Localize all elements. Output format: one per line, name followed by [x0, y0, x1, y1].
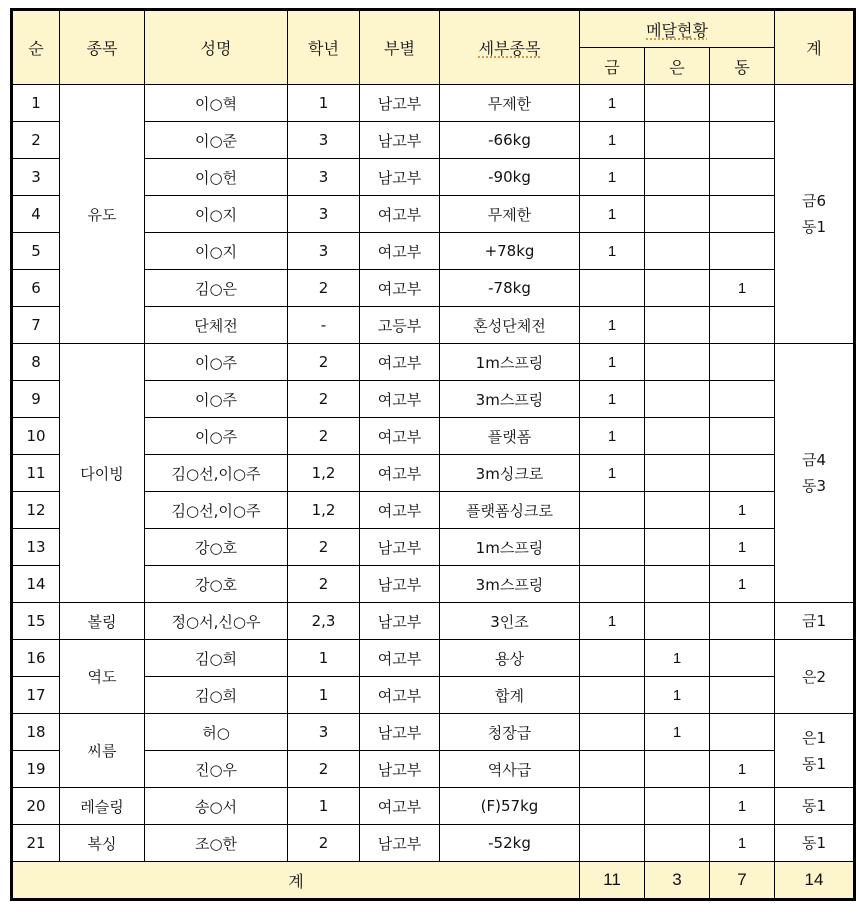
cell-event: 합계	[440, 677, 580, 714]
header-division: 부별	[360, 10, 440, 85]
cell-silver	[645, 344, 710, 381]
cell-sport-summary: 은2	[775, 640, 855, 714]
cell-event: 역사급	[440, 751, 580, 788]
cell-bronze	[710, 307, 775, 344]
cell-sport-summary: 동1	[775, 788, 855, 825]
cell-gold: 1	[580, 307, 645, 344]
cell-event: 플랫폼	[440, 418, 580, 455]
cell-silver	[645, 159, 710, 196]
cell-event: 청장급	[440, 714, 580, 751]
cell-event: 3m싱크로	[440, 455, 580, 492]
cell-grade: 2	[288, 566, 360, 603]
cell-silver	[645, 307, 710, 344]
cell-gold	[580, 825, 645, 862]
cell-gold: 1	[580, 85, 645, 122]
table-row	[12, 603, 855, 640]
cell-gold	[580, 677, 645, 714]
cell-sport: 유도	[60, 85, 145, 344]
cell-division: 여고부	[360, 492, 440, 529]
cell-seq: 12	[12, 492, 60, 529]
cell-sport: 역도	[60, 640, 145, 714]
cell-division: 여고부	[360, 455, 440, 492]
cell-seq: 8	[12, 344, 60, 381]
table-row	[12, 825, 855, 862]
cell-seq: 21	[12, 825, 60, 862]
total-row	[12, 862, 855, 900]
cell-silver	[645, 85, 710, 122]
cell-name: 이○지	[145, 233, 288, 270]
cell-sport: 씨름	[60, 714, 145, 788]
cell-silver: 1	[645, 640, 710, 677]
cell-gold	[580, 640, 645, 677]
cell-bronze	[710, 122, 775, 159]
cell-division: 여고부	[360, 270, 440, 307]
cell-bronze	[710, 714, 775, 751]
cell-event: 혼성단체전	[440, 307, 580, 344]
cell-event: 3m스프링	[440, 381, 580, 418]
cell-seq: 13	[12, 529, 60, 566]
cell-event: (F)57kg	[440, 788, 580, 825]
cell-division: 남고부	[360, 529, 440, 566]
cell-division: 남고부	[360, 122, 440, 159]
cell-seq: 7	[12, 307, 60, 344]
cell-sport: 레슬링	[60, 788, 145, 825]
cell-division: 여고부	[360, 381, 440, 418]
table-row	[12, 85, 855, 122]
cell-name: 김○희	[145, 640, 288, 677]
cell-seq: 9	[12, 381, 60, 418]
cell-name: 정○서,신○우	[145, 603, 288, 640]
cell-seq: 6	[12, 270, 60, 307]
total-all: 14	[775, 862, 855, 900]
header-bronze: 동	[710, 48, 775, 85]
cell-grade: 3	[288, 159, 360, 196]
cell-division: 여고부	[360, 788, 440, 825]
cell-name: 송○서	[145, 788, 288, 825]
header-row	[12, 10, 855, 48]
total-gold: 11	[580, 862, 645, 900]
total-bronze: 7	[710, 862, 775, 900]
cell-sport-summary: 은1 동1	[775, 714, 855, 788]
cell-grade: 2,3	[288, 603, 360, 640]
cell-name: 김○선,이○주	[145, 455, 288, 492]
cell-name: 김○선,이○주	[145, 492, 288, 529]
cell-silver	[645, 122, 710, 159]
cell-gold	[580, 751, 645, 788]
cell-silver	[645, 455, 710, 492]
cell-grade: 3	[288, 233, 360, 270]
cell-gold: 1	[580, 455, 645, 492]
cell-grade: 1	[288, 677, 360, 714]
header-total: 계	[775, 10, 855, 85]
cell-bronze	[710, 233, 775, 270]
cell-grade: 2	[288, 751, 360, 788]
cell-gold: 1	[580, 381, 645, 418]
cell-silver	[645, 492, 710, 529]
cell-name: 이○주	[145, 381, 288, 418]
cell-bronze	[710, 159, 775, 196]
cell-gold: 1	[580, 159, 645, 196]
cell-bronze: 1	[710, 270, 775, 307]
cell-gold	[580, 529, 645, 566]
cell-silver	[645, 233, 710, 270]
cell-bronze	[710, 455, 775, 492]
cell-bronze: 1	[710, 788, 775, 825]
cell-gold: 1	[580, 603, 645, 640]
cell-grade: 2	[288, 344, 360, 381]
cell-grade: -	[288, 307, 360, 344]
cell-silver: 1	[645, 714, 710, 751]
cell-sport-summary: 금1	[775, 603, 855, 640]
cell-gold	[580, 566, 645, 603]
cell-silver	[645, 418, 710, 455]
cell-event: 1m스프링	[440, 529, 580, 566]
cell-grade: 1	[288, 640, 360, 677]
cell-grade: 2	[288, 381, 360, 418]
cell-gold: 1	[580, 196, 645, 233]
cell-sport-summary: 동1	[775, 825, 855, 862]
cell-seq: 15	[12, 603, 60, 640]
cell-bronze	[710, 640, 775, 677]
cell-grade: 3	[288, 122, 360, 159]
cell-division: 남고부	[360, 85, 440, 122]
cell-event: -78kg	[440, 270, 580, 307]
header-name: 성명	[145, 10, 288, 85]
cell-sport-summary: 금6 동1	[775, 85, 855, 344]
cell-event: 무제한	[440, 196, 580, 233]
cell-division: 여고부	[360, 344, 440, 381]
cell-name: 이○헌	[145, 159, 288, 196]
cell-silver	[645, 751, 710, 788]
cell-seq: 4	[12, 196, 60, 233]
cell-seq: 1	[12, 85, 60, 122]
cell-seq: 11	[12, 455, 60, 492]
cell-gold	[580, 714, 645, 751]
cell-division: 여고부	[360, 196, 440, 233]
cell-bronze	[710, 85, 775, 122]
cell-silver	[645, 196, 710, 233]
cell-division: 남고부	[360, 751, 440, 788]
cell-name: 이○혁	[145, 85, 288, 122]
cell-sport: 복싱	[60, 825, 145, 862]
cell-bronze	[710, 418, 775, 455]
cell-grade: 2	[288, 418, 360, 455]
cell-division: 여고부	[360, 677, 440, 714]
cell-bronze: 1	[710, 529, 775, 566]
cell-bronze	[710, 677, 775, 714]
table-row	[12, 788, 855, 825]
cell-grade: 3	[288, 714, 360, 751]
cell-seq: 16	[12, 640, 60, 677]
cell-event: 무제한	[440, 85, 580, 122]
cell-event: 플랫폼싱크로	[440, 492, 580, 529]
cell-name: 진○우	[145, 751, 288, 788]
cell-seq: 14	[12, 566, 60, 603]
cell-bronze: 1	[710, 825, 775, 862]
cell-bronze: 1	[710, 566, 775, 603]
cell-division: 여고부	[360, 418, 440, 455]
cell-seq: 18	[12, 714, 60, 751]
cell-grade: 1,2	[288, 492, 360, 529]
total-label: 계	[12, 862, 580, 900]
cell-name: 허○	[145, 714, 288, 751]
cell-gold: 1	[580, 122, 645, 159]
cell-gold	[580, 788, 645, 825]
cell-event: 용상	[440, 640, 580, 677]
cell-name: 이○지	[145, 196, 288, 233]
cell-event: -66kg	[440, 122, 580, 159]
cell-seq: 17	[12, 677, 60, 714]
cell-division: 고등부	[360, 307, 440, 344]
cell-name: 강○호	[145, 566, 288, 603]
cell-event: -90kg	[440, 159, 580, 196]
table-row	[12, 640, 855, 677]
cell-gold	[580, 270, 645, 307]
cell-seq: 3	[12, 159, 60, 196]
cell-silver	[645, 529, 710, 566]
cell-silver	[645, 788, 710, 825]
cell-division: 남고부	[360, 825, 440, 862]
header-sport: 종목	[60, 10, 145, 85]
cell-event: -52kg	[440, 825, 580, 862]
cell-division: 여고부	[360, 233, 440, 270]
cell-seq: 19	[12, 751, 60, 788]
cell-grade: 2	[288, 270, 360, 307]
cell-division: 남고부	[360, 566, 440, 603]
header-gold: 금	[580, 48, 645, 85]
cell-sport: 볼링	[60, 603, 145, 640]
cell-grade: 1	[288, 85, 360, 122]
cell-event: 3인조	[440, 603, 580, 640]
cell-grade: 1	[288, 788, 360, 825]
cell-gold	[580, 492, 645, 529]
cell-division: 남고부	[360, 603, 440, 640]
cell-division: 남고부	[360, 159, 440, 196]
cell-name: 김○은	[145, 270, 288, 307]
cell-event: +78kg	[440, 233, 580, 270]
cell-bronze	[710, 381, 775, 418]
header-silver: 은	[645, 48, 710, 85]
header-medals: 메달현황	[580, 10, 775, 48]
cell-seq: 10	[12, 418, 60, 455]
cell-event: 3m스프링	[440, 566, 580, 603]
cell-gold: 1	[580, 233, 645, 270]
cell-name: 단체전	[145, 307, 288, 344]
header-grade: 학년	[288, 10, 360, 85]
cell-bronze	[710, 603, 775, 640]
cell-seq: 2	[12, 122, 60, 159]
table-row	[12, 344, 855, 381]
cell-silver	[645, 270, 710, 307]
cell-silver	[645, 825, 710, 862]
header-event: 세부종목	[440, 10, 580, 85]
cell-division: 남고부	[360, 714, 440, 751]
cell-silver: 1	[645, 677, 710, 714]
total-silver: 3	[645, 862, 710, 900]
cell-silver	[645, 603, 710, 640]
cell-silver	[645, 566, 710, 603]
cell-grade: 2	[288, 529, 360, 566]
cell-event: 1m스프링	[440, 344, 580, 381]
cell-name: 이○주	[145, 418, 288, 455]
medal-results-table	[10, 8, 856, 901]
cell-sport: 다이빙	[60, 344, 145, 603]
cell-gold: 1	[580, 418, 645, 455]
table-row	[12, 714, 855, 751]
cell-name: 강○호	[145, 529, 288, 566]
cell-seq: 20	[12, 788, 60, 825]
cell-grade: 1,2	[288, 455, 360, 492]
header-seq: 순	[12, 10, 60, 85]
cell-name: 김○희	[145, 677, 288, 714]
cell-seq: 5	[12, 233, 60, 270]
cell-bronze: 1	[710, 751, 775, 788]
cell-grade: 2	[288, 825, 360, 862]
cell-name: 조○한	[145, 825, 288, 862]
cell-grade: 3	[288, 196, 360, 233]
cell-bronze: 1	[710, 492, 775, 529]
cell-silver	[645, 381, 710, 418]
cell-bronze	[710, 196, 775, 233]
cell-gold: 1	[580, 344, 645, 381]
cell-division: 여고부	[360, 640, 440, 677]
cell-name: 이○준	[145, 122, 288, 159]
cell-name: 이○주	[145, 344, 288, 381]
cell-sport-summary: 금4 동3	[775, 344, 855, 603]
cell-bronze	[710, 344, 775, 381]
